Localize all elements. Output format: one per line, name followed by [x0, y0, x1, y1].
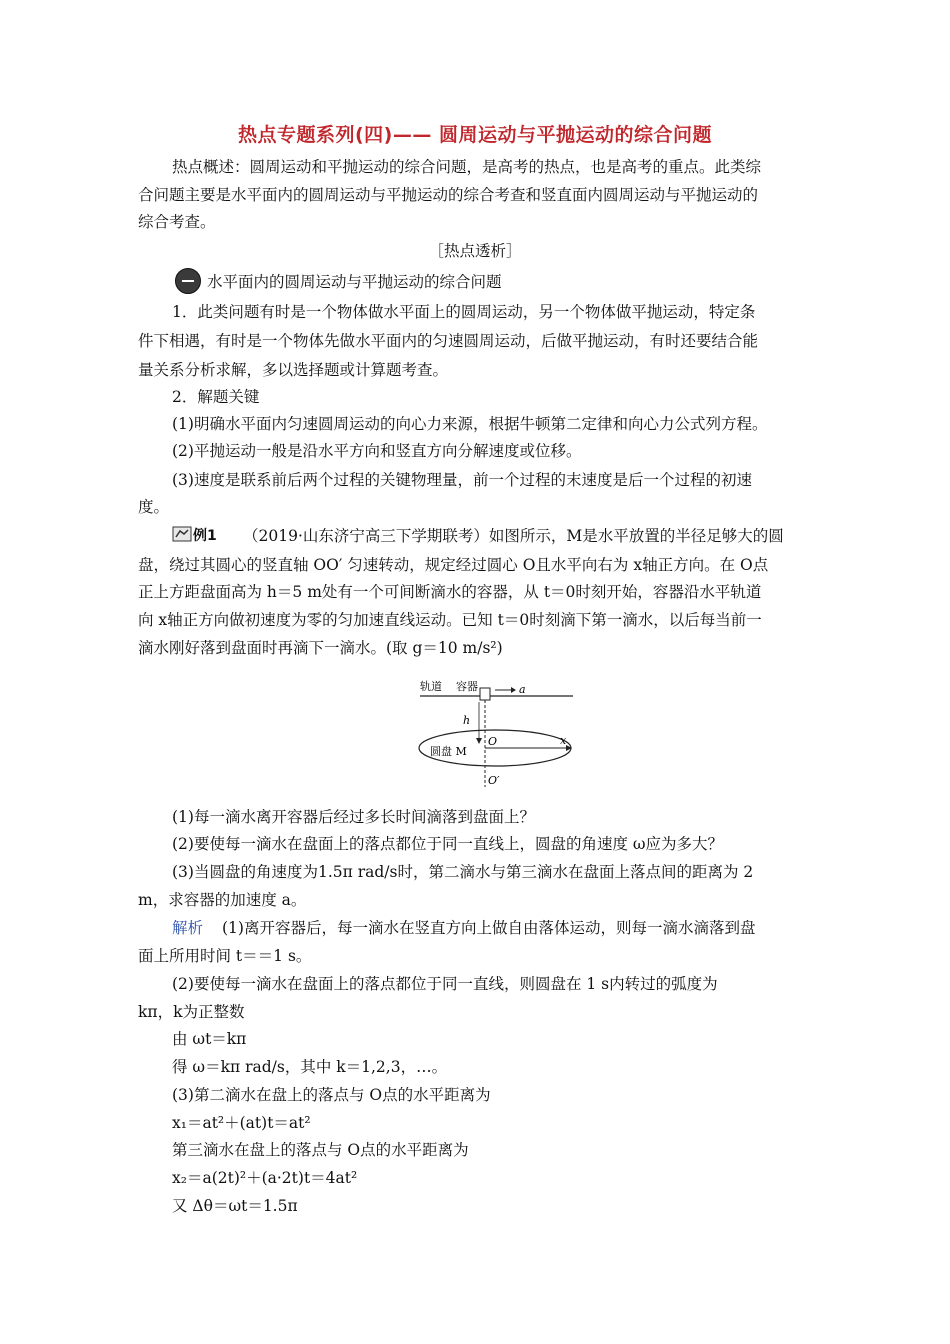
section-tag: ［热点透析］	[428, 242, 522, 260]
solution-line-10: x₂＝a(2t)²＋(a·2t)t＝4at²	[172, 1169, 358, 1187]
example-line-1: （2019·山东济宁高三下学期联考）如图所示，M是水平放置的半径足够大的圆	[243, 527, 784, 545]
point2-title: 2．解题关键	[172, 388, 260, 406]
example-line-2: 盘，绕过其圆心的竖直轴 OO′ 匀速转动，规定经过圆心 O且水平向右为 x轴正方向。在 O点	[138, 556, 769, 574]
example-line-4: 向 x轴正方向做初速度为零的匀加速直线运动。已知 t＝0时刻滴下第一滴水，以后每当前一	[138, 611, 762, 629]
question-3: (3)当圆盘的角速度为1.5π rad/s时，第二滴水与第三滴水在盘面上落点间的距离为 2	[172, 863, 754, 881]
solution-line-3: (2)要使每一滴水在盘面上的落点都位于同一直线，则圆盘在 1 s内转过的弧度为	[172, 975, 718, 993]
point2-item-3-cont: 度。	[138, 498, 170, 516]
page-title: 热点专题系列(四)—— 圆周运动与平抛运动的综合问题	[238, 124, 712, 146]
x-label: x	[560, 734, 567, 747]
point1-line-2: 件下相遇，有时是一个物体先做水平面内的匀速圆周运动，后做平抛运动，有时还要结合能	[138, 332, 759, 350]
overview-line-3: 综合考查。	[138, 213, 216, 231]
solution-line-7: (3)第二滴水在盘上的落点与 O点的水平距离为	[172, 1086, 491, 1104]
point1-line-3: 量关系分析求解，多以选择题或计算题考查。	[138, 361, 449, 379]
solution-line-2: 面上所用时间 t＝＝1 s。	[138, 947, 312, 965]
accel-label: a	[519, 683, 526, 696]
solution-line-4: kπ，k为正整数	[138, 1003, 245, 1021]
axis-label: O′	[488, 774, 500, 787]
section-number-icon	[175, 268, 201, 294]
solution-line-6: 得 ω＝kπ rad/s，其中 k＝1,2,3，…。	[172, 1058, 448, 1076]
figure-diagram	[408, 672, 583, 790]
container-box	[480, 688, 490, 700]
solution-line-9: 第三滴水在盘上的落点与 O点的水平距离为	[172, 1141, 469, 1159]
h-arrow-head	[476, 738, 482, 744]
question-2: (2)要使每一滴水在盘面上的落点都位于同一直线上，圆盘的角速度 ω应为多大？	[172, 835, 724, 853]
point1-line-1: 1．此类问题有时是一个物体做水平面上的圆周运动，另一个物体做平抛运动，特定条	[172, 303, 756, 321]
disk-label: 圆盘 M	[430, 745, 467, 758]
example-line-3: 正上方距盘面高为 h＝5 m处有一个可间断滴水的容器，从 t＝0时刻开始，容器沿水平轨道	[138, 583, 762, 601]
solution-line-5: 由 ωt＝kπ	[172, 1030, 247, 1048]
solution-line-1: (1)离开容器后，每一滴水在竖直方向上做自由落体运动，则每一滴水滴落到盘	[222, 919, 756, 937]
example-label: 例1	[193, 528, 217, 544]
solution-line-11: 又 Δθ＝ωt＝1.5π	[172, 1197, 298, 1215]
question-1: (1)每一滴水离开容器后经过多长时间滴落到盘面上？	[172, 808, 535, 826]
h-label: h	[463, 714, 471, 727]
solution-line-8: x₁＝at²＋(at)t＝at²	[172, 1114, 311, 1132]
example-hand-icon	[172, 525, 192, 543]
container-label: 容器	[456, 680, 478, 693]
solution-label: 解析	[172, 919, 204, 937]
point2-item-2: (2)平抛运动一般是沿水平方向和竖直方向分解速度或位移。	[172, 442, 582, 460]
example-line-5: 滴水刚好落到盘面时再滴下一滴水。(取 g＝10 m/s²)	[138, 639, 503, 657]
section1-heading: 水平面内的圆周运动与平抛运动的综合问题	[207, 273, 502, 291]
O-label: O	[488, 735, 498, 748]
question-3-cont: m，求容器的加速度 a。	[138, 891, 307, 909]
overview-line-2: 合问题主要是水平面内的圆周运动与平抛运动的综合考查和竖直面内圆周运动与平抛运动的	[138, 186, 759, 204]
track-label: 轨道	[420, 680, 442, 693]
point2-item-1: (1)明确水平面内匀速圆周运动的向心力来源，根据牛顿第二定律和向心力公式列方程。	[172, 415, 768, 433]
overview-line-1: 热点概述：圆周运动和平抛运动的综合问题，是高考的热点，也是高考的重点。此类综	[172, 158, 762, 176]
accel-arrow-head	[511, 687, 516, 693]
point2-item-3: (3)速度是联系前后两个过程的关键物理量，前一个过程的末速度是后一个过程的初速	[172, 471, 752, 489]
